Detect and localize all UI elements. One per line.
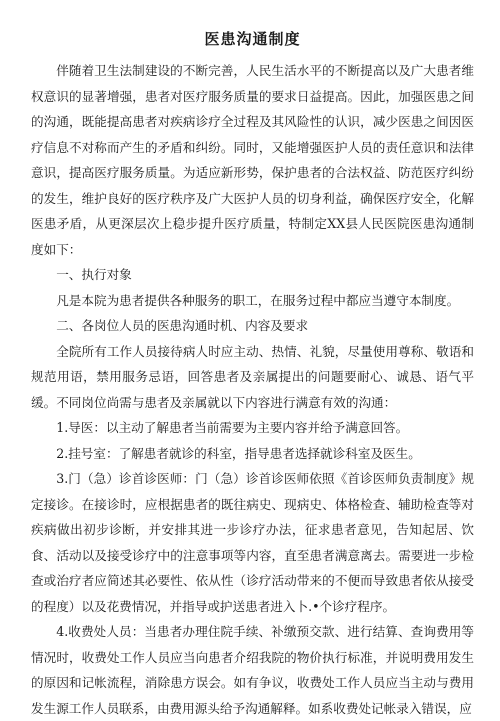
list-item-registration: 2.挂号室：了解患者就诊的科室，指导患者选择就诊科室及医生。 bbox=[56, 445, 421, 461]
document-title: 医患沟通制度 bbox=[204, 30, 301, 48]
section-heading-scope: 一、执行对象 bbox=[56, 267, 132, 282]
section-scope-text: 凡是本院为患者提供各种服务的职工，在服务过程中都应当遵守本制度。 bbox=[56, 292, 460, 308]
intro-paragraph: 伴随着卫生法制建设的不断完善，人民生活水平的不断提高以及广大患者维权意识的显著增强，患者对医疗服务质量的要求日益提高。因此，加强医患之间的沟通，既能提高患者对疾病诊疗全过程及其风险性的认识，减少医患之间因医疗信息不对称而产生的矛盾和纠纷。同时，又能增强医护人员的责任意识和法律意识，提高医疗服务质量。为适应新形势，保护患者的合法权益、防范医疗纠纷的发生，维护良好的医疗秩序及广大医护人员的切身利益，确保医疗安全，化解医患矛盾，从更深层次上稳步提升医疗质量，特制定XX县人民医院医患沟通制度如下： bbox=[31, 63, 474, 257]
list-item-guide: 1.导医：以主动了解患者当前需要为主要内容并给予满意回答。 bbox=[56, 420, 409, 435]
list-item-cashier: 4.收费处人员：当患者办理住院手续、补缴预交款、进行结算、查询费用等情况时，收费处工作人员应当向患者介绍我院的物价执行标准，并说明费用发生的原因和记帐流程，消除患方误会。如有争议，收费处工作人员应当主动与费用发生源工作人员联系，由费用源头给予沟通解释。如系收费处记帐录入错误，应 bbox=[31, 624, 474, 716]
list-item-first-doctor: 3.门（急）诊首诊医师：门（急）诊首诊医师依照《首诊医师负责制度》规定接诊。在接诊时，应根据患者的既往病史、现病史、体格检查、辅助检查等对疾病做出初步诊断，并安排其进一步诊疗办法，征求患者意见，告知起居、饮食、活动以及接受诊疗中的注意事项等内容，直至患者满意离去。需要进一步检查或治疗者应简述其必要性、依从性（诊疗活动带来的不便而导致患者依从接受的程度）以及花费情况，并指导或护送患者进入卜.•个诊疗程序。 bbox=[31, 471, 474, 614]
section-communication-text: 全院所有工作人员接待病人时应主动、热情、礼貌，尽量使用尊称、敬语和规范用语，禁用服务忌语，回答患者及亲属提出的问题要耐心、诚恳、语气平缓。不同岗位尚需与患者及亲属就以下内容进行满意有效的沟通： bbox=[31, 343, 474, 410]
section-heading-communication: 二、各岗位人员的医患沟通时机、内容及要求 bbox=[56, 318, 309, 333]
